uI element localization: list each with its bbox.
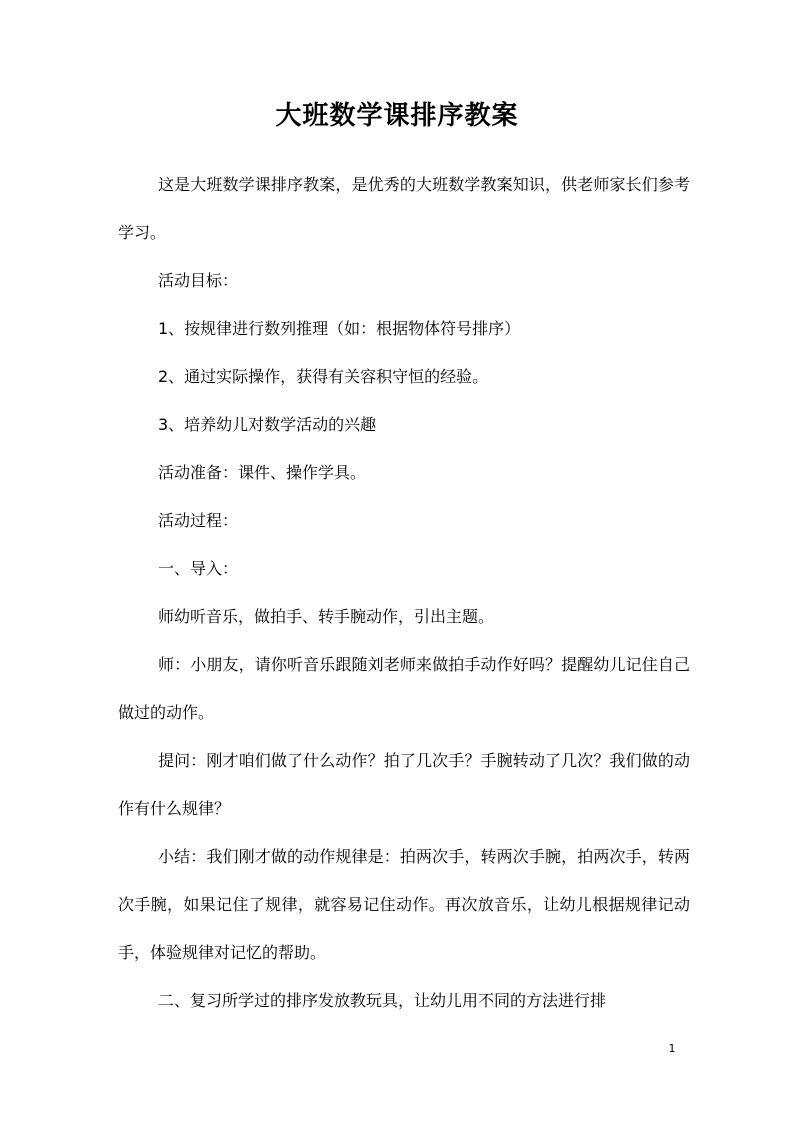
paragraph-section-2: 二、复习所学过的排序发放教玩具，让幼儿用不同的方法进行排: [158, 991, 607, 1010]
paragraph-section-1-heading: 一、导入：: [158, 559, 239, 578]
paragraph-question: 提问：刚才咱们做了什么动作？拍了几次手？手腕转动了几次？我们做的动作有什么规律？: [118, 751, 690, 818]
paragraph-summary: 小结：我们刚才做的动作规律是：拍两次手，转两次手腕，拍两次手，转两次手腕，如果记住了规律，就容易记住动作。再次放音乐，让幼儿根据规律记动手，体验规律对记忆的帮助。: [118, 847, 690, 962]
paragraph-music-activity: 师幼听音乐，做拍手、转手腕动作，引出主题。: [158, 607, 495, 626]
paragraph-teacher-prompt: 师：小朋友，请你听音乐跟随刘老师来做拍手动作好吗？提醒幼儿记住自己做过的动作。: [118, 655, 690, 722]
document-body: [118, 161, 690, 1025]
paragraph-goal-3: 3、培养幼儿对数学活动的兴趣: [158, 415, 377, 434]
paragraph-goal-1: 1、按规律进行数列推理（如：根据物体符号排序）: [158, 319, 521, 338]
paragraph-goals-heading: 活动目标：: [158, 271, 239, 290]
paragraph-goal-2: 2、通过实际操作，获得有关容积守恒的经验。: [158, 367, 489, 386]
paragraph-intro: 这是大班数学课排序教案，是优秀的大班数学教案知识，供老师家长们参考学习。: [118, 175, 690, 242]
page-number: 1: [668, 1042, 676, 1055]
page-title: 大班数学课排序教案: [275, 101, 519, 131]
paragraph-process-heading: 活动过程：: [158, 511, 239, 530]
paragraph-preparation: 活动准备：课件、操作学具。: [158, 463, 367, 482]
